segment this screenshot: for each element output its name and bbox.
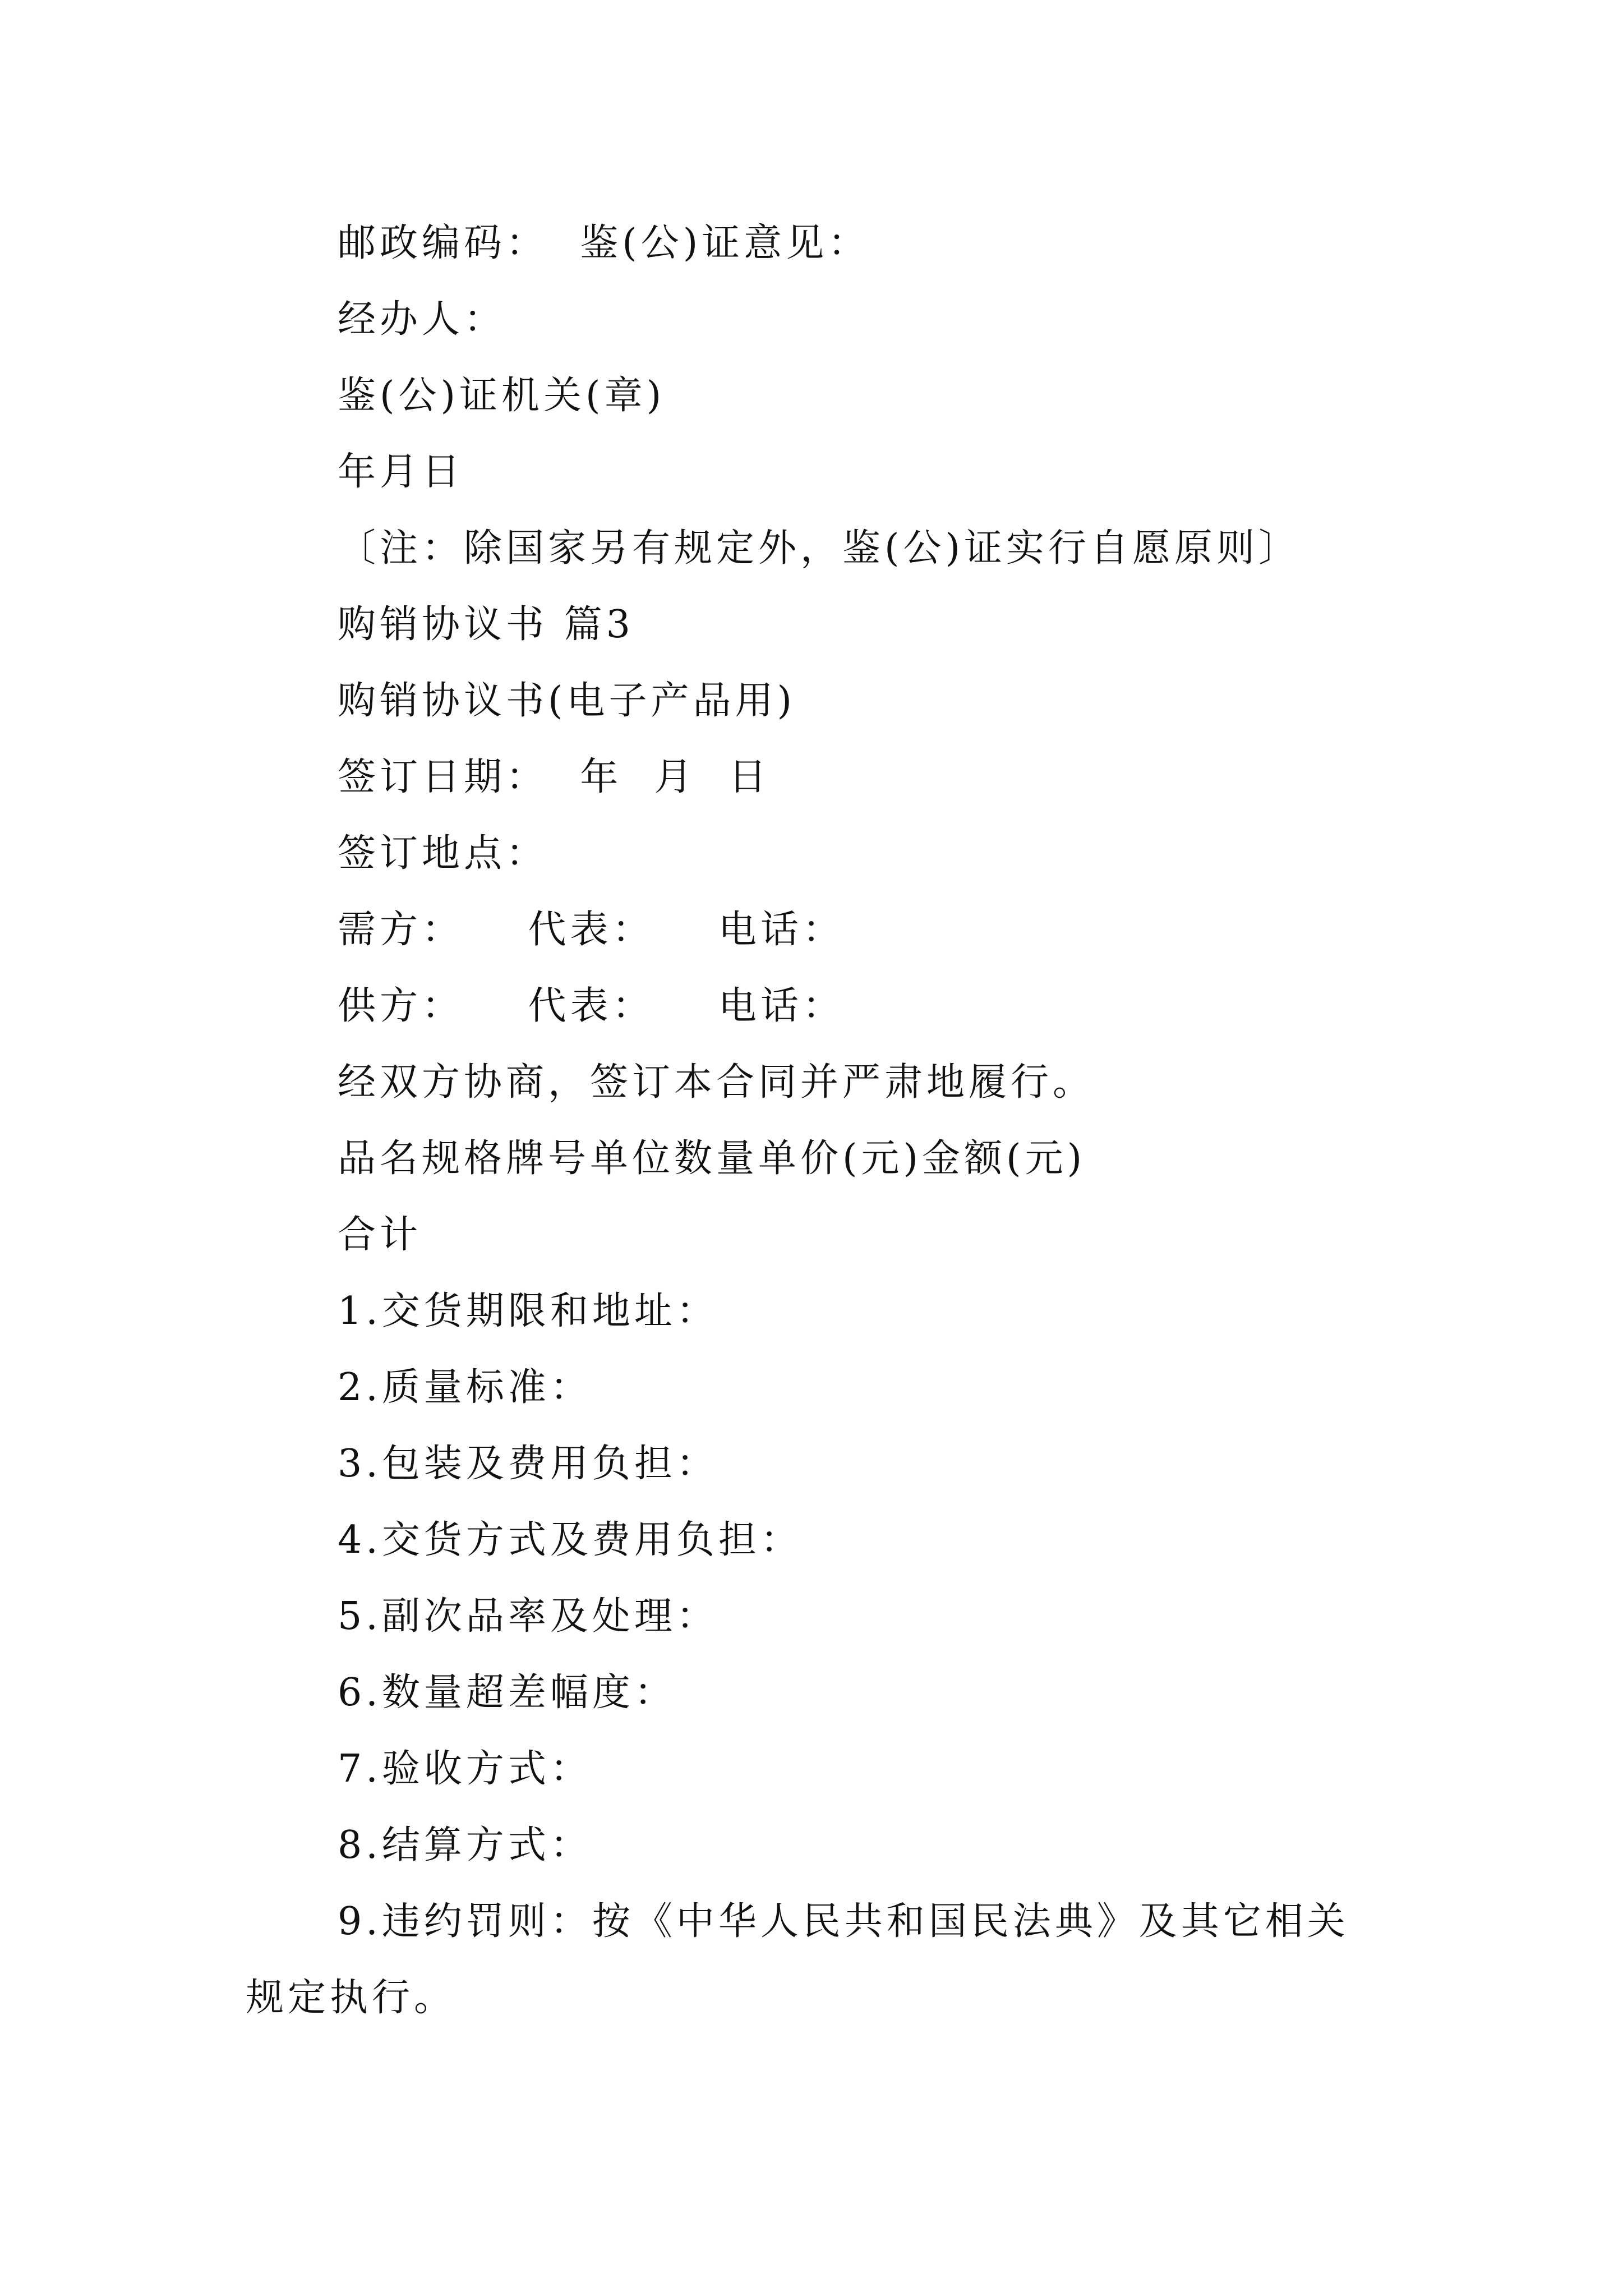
clause-9: 9.违约罚则：按《中华人民共和国民法典》及其它相关 <box>338 1899 1349 1944</box>
text-line-note: 〔注：除国家另有规定外，鉴(公)证实行自愿原则〕 <box>338 526 1301 570</box>
clause-9-continued: 规定执行。 <box>246 1976 457 2020</box>
text-line-buyer: 需方： 代表： 电话： <box>338 908 845 952</box>
text-line-postal-code: 邮政编码： 鉴(公)证意见： <box>338 221 870 265</box>
text-line-notary-office: 鉴(公)证机关(章) <box>338 374 666 418</box>
text-line-total: 合计 <box>338 1213 422 1257</box>
text-line-supplier: 供方： 代表： 电话： <box>338 984 845 1028</box>
text-line-agreement: 经双方协商，签订本合同并严肃地履行。 <box>338 1060 1095 1105</box>
clause-6: 6.数量超差幅度： <box>338 1671 676 1715</box>
clause-7: 7.验收方式： <box>338 1747 592 1791</box>
clause-8: 8.结算方式： <box>338 1823 592 1867</box>
document-title: 购销协议书(电子产品用) <box>338 679 796 723</box>
clause-2: 2.质量标准： <box>338 1365 592 1410</box>
section-title: 购销协议书 篇3 <box>338 602 634 647</box>
text-line-sign-date: 签订日期： 年 月 日 <box>338 755 771 799</box>
text-line-sign-place: 签订地点： <box>338 831 548 876</box>
text-line-date: 年月日 <box>338 450 464 494</box>
clause-4: 4.交货方式及费用负担： <box>338 1518 803 1562</box>
text-line-table-header: 品名规格牌号单位数量单价(元)金额(元) <box>338 1137 1086 1181</box>
clause-1: 1.交货期限和地址： <box>338 1289 718 1333</box>
clause-3: 3.包装及费用负担： <box>338 1442 718 1486</box>
text-line-handler: 经办人： <box>338 297 506 342</box>
clause-5: 5.副次品率及处理： <box>338 1594 718 1639</box>
